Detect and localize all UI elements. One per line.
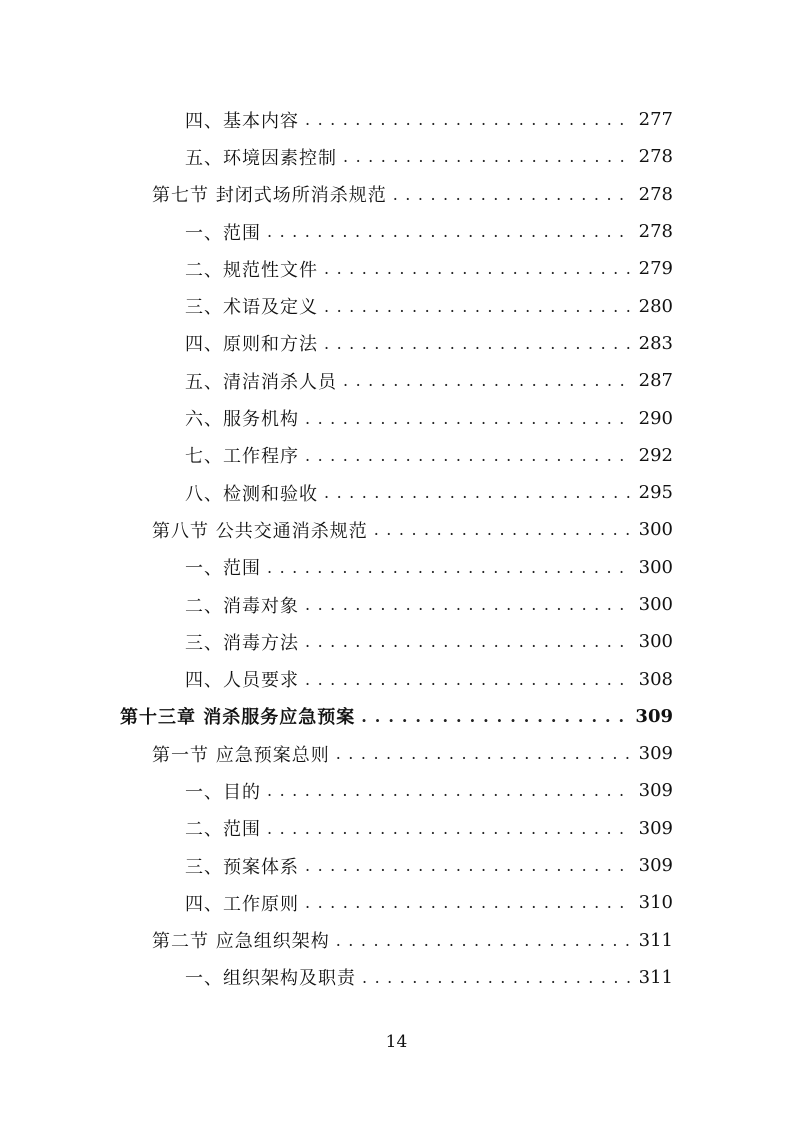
toc-entry-title: 五、环境因素控制	[185, 147, 337, 169]
toc-entry[interactable]	[185, 884, 673, 921]
page-number: 14	[385, 1032, 408, 1052]
toc-entry-title: 二、范围	[185, 819, 261, 841]
toc-entry[interactable]	[152, 176, 673, 213]
toc-entry-title: 一、范围	[185, 222, 261, 244]
toc-dot-leader	[324, 483, 633, 502]
toc-entry-title: 四、工作原则	[185, 893, 299, 915]
toc-entry-page: 287	[638, 370, 673, 392]
toc-dot-leader	[305, 893, 633, 912]
toc-entry[interactable]	[185, 959, 673, 996]
toc-entry[interactable]	[185, 399, 673, 436]
toc-dot-leader	[393, 185, 633, 204]
toc-entry-page: 283	[638, 332, 673, 354]
toc-entry[interactable]	[152, 511, 673, 548]
toc-dot-leader	[305, 595, 633, 614]
toc-entry-page: 290	[638, 407, 673, 429]
toc-entry-title: 四、人员要求	[185, 670, 299, 692]
toc-entry-title: 三、消毒方法	[185, 632, 299, 654]
toc-dot-leader	[362, 968, 633, 987]
toc-entry-page: 279	[638, 258, 673, 280]
toc-entry[interactable]	[185, 772, 673, 809]
toc-entry-page: 308	[638, 668, 673, 690]
toc-entry-title: 一、目的	[185, 781, 261, 803]
toc-dot-leader	[324, 259, 633, 278]
toc-dot-leader	[361, 707, 629, 726]
toc-entry-title: 一、范围	[185, 558, 261, 580]
toc-dot-leader	[305, 670, 633, 689]
toc-entry[interactable]	[120, 698, 673, 735]
toc-entry-title: 第二节 应急组织架构	[152, 931, 330, 953]
toc-entry-page: 311	[638, 966, 673, 988]
toc-dot-leader	[324, 297, 633, 316]
toc-entry[interactable]	[185, 660, 673, 697]
toc-entry-page: 295	[638, 482, 673, 504]
toc-entry-page: 309	[635, 705, 673, 727]
toc-entry-title: 二、规范性文件	[185, 259, 318, 281]
toc-entry[interactable]	[185, 474, 673, 511]
toc-entry-page: 278	[638, 183, 673, 205]
toc-entry-page: 278	[638, 146, 673, 168]
toc-dot-leader	[305, 110, 633, 129]
toc-entry-page: 300	[638, 594, 673, 615]
toc-entry-title: 四、原则和方法	[185, 334, 318, 356]
toc-entry[interactable]	[152, 735, 673, 772]
toc-entry[interactable]	[185, 810, 673, 847]
toc-entry-page: 278	[638, 221, 673, 243]
toc-dot-leader	[267, 781, 633, 800]
toc-entry-title: 第十三章 消杀服务应急预案	[120, 707, 356, 729]
toc-entry-page: 300	[638, 519, 673, 541]
toc-entry-title: 第八节 公共交通消杀规范	[152, 520, 368, 542]
toc-dot-leader	[267, 222, 633, 241]
toc-entry[interactable]	[185, 287, 673, 324]
toc-entry-title: 三、术语及定义	[185, 297, 318, 319]
toc-entry[interactable]	[185, 549, 673, 586]
toc-entry-page: 309	[638, 743, 673, 765]
table-of-contents	[0, 101, 793, 996]
toc-entry-page: 300	[638, 631, 673, 653]
toc-entry[interactable]	[185, 101, 673, 138]
toc-entry-title: 五、清洁消杀人员	[185, 371, 337, 393]
toc-entry[interactable]	[185, 250, 673, 287]
toc-entry-page: 300	[638, 556, 673, 578]
toc-dot-leader	[324, 334, 633, 353]
toc-dot-leader	[305, 446, 633, 465]
toc-entry-page: 277	[638, 109, 673, 131]
toc-entry-title: 第一节 应急预案总则	[152, 744, 330, 766]
toc-entry-title: 四、基本内容	[185, 110, 299, 132]
toc-entry[interactable]	[185, 586, 673, 623]
toc-entry-title: 七、工作程序	[185, 446, 299, 468]
toc-dot-leader	[374, 520, 633, 539]
toc-entry-title: 二、消毒对象	[185, 595, 299, 617]
toc-entry[interactable]	[185, 325, 673, 362]
toc-dot-leader	[267, 558, 633, 577]
toc-entry-page: 309	[638, 780, 673, 802]
toc-dot-leader	[343, 147, 633, 166]
toc-entry-page: 292	[638, 444, 673, 466]
toc-entry-title: 三、预案体系	[185, 856, 299, 878]
toc-dot-leader	[267, 819, 633, 838]
toc-entry[interactable]	[185, 362, 673, 399]
toc-entry[interactable]	[185, 623, 673, 660]
toc-entry[interactable]	[185, 213, 673, 250]
toc-dot-leader	[305, 856, 633, 875]
toc-entry[interactable]	[185, 847, 673, 884]
toc-entry-title: 六、服务机构	[185, 409, 299, 431]
toc-dot-leader	[336, 744, 633, 763]
toc-entry-page: 309	[638, 817, 673, 839]
toc-entry-page: 280	[638, 295, 673, 317]
toc-entry-title: 第七节 封闭式场所消杀规范	[152, 185, 387, 207]
toc-entry-page: 310	[638, 892, 673, 914]
toc-entry[interactable]	[185, 138, 673, 175]
toc-entry-page: 311	[638, 929, 673, 951]
toc-dot-leader	[343, 371, 633, 390]
toc-entry-page: 309	[638, 855, 673, 877]
toc-entry[interactable]	[185, 437, 673, 474]
toc-entry[interactable]	[152, 922, 673, 959]
toc-entry-title: 八、检测和验收	[185, 483, 318, 505]
toc-dot-leader	[305, 409, 633, 428]
toc-entry-title: 一、组织架构及职责	[185, 968, 356, 990]
toc-dot-leader	[305, 632, 633, 651]
toc-dot-leader	[336, 931, 633, 950]
